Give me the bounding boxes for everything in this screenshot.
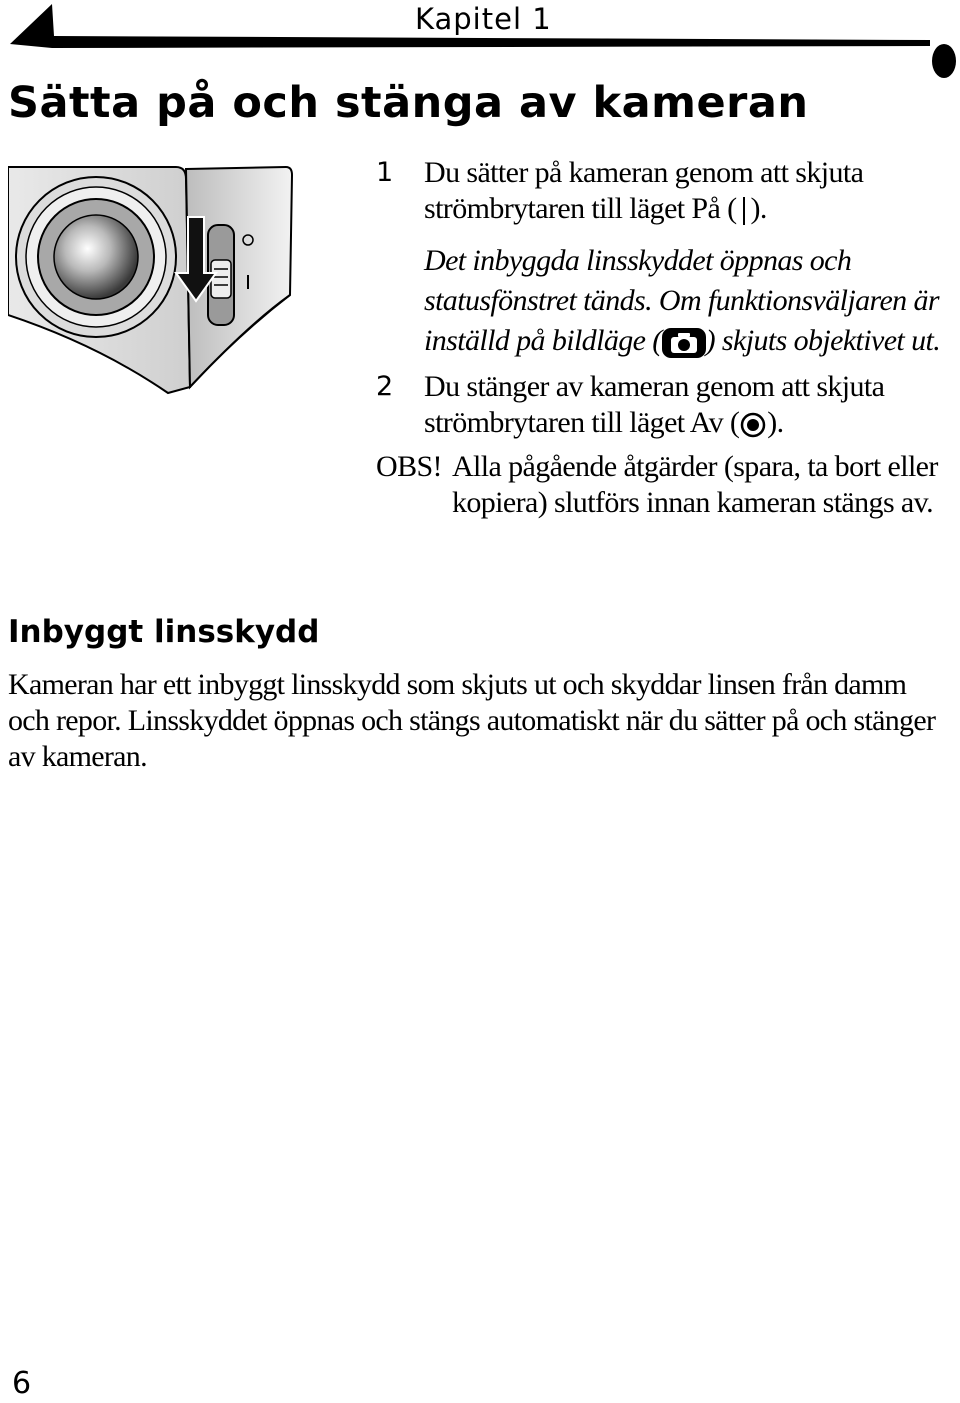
chapter-label: Kapitel 1 — [415, 2, 552, 36]
step-number: 2 — [376, 371, 393, 402]
step-2 — [376, 369, 956, 441]
step-number: 1 — [376, 157, 393, 188]
camera-power-switch-illustration — [8, 165, 293, 397]
note-block — [376, 449, 956, 521]
camera-mode-icon — [662, 328, 706, 358]
step-instruction: Du stänger av kameran genom att skjuta strömbrytaren till läget Av ( ). — [424, 370, 885, 439]
header-dot-icon — [932, 44, 956, 78]
instruction-column — [376, 155, 956, 521]
section-body: Kameran har ett inbyggt linsskydd som skjuts ut och skyddar linsen från damm och repor. Linsskyddet öppnas och stängs automatiskt när du sätter på och stänger av kameran. — [8, 668, 936, 773]
note-text: Alla pågående åtgärder (spara, ta bort eller kopiera) slutförs innan kameran stängs av. — [451, 450, 938, 519]
page-title: Sätta på och stänga av kameran — [8, 78, 809, 128]
power-on-bar-icon — [737, 196, 751, 226]
section-heading: Inbyggt linsskydd — [8, 614, 320, 650]
step-result: Det inbyggda linsskyddet öppnas och statusfönstret tänds. Om funktionsväljaren är inställd på bildläge ( ) skjuts objektivet ut. — [424, 244, 941, 357]
power-off-icon — [739, 411, 767, 439]
step-1 — [376, 155, 956, 227]
step-instruction: Du sätter på kameran genom att skjuta strömbrytaren till läget På ( ). — [424, 156, 864, 225]
page-number: 6 — [12, 1366, 32, 1401]
note-label: OBS! — [376, 450, 442, 483]
